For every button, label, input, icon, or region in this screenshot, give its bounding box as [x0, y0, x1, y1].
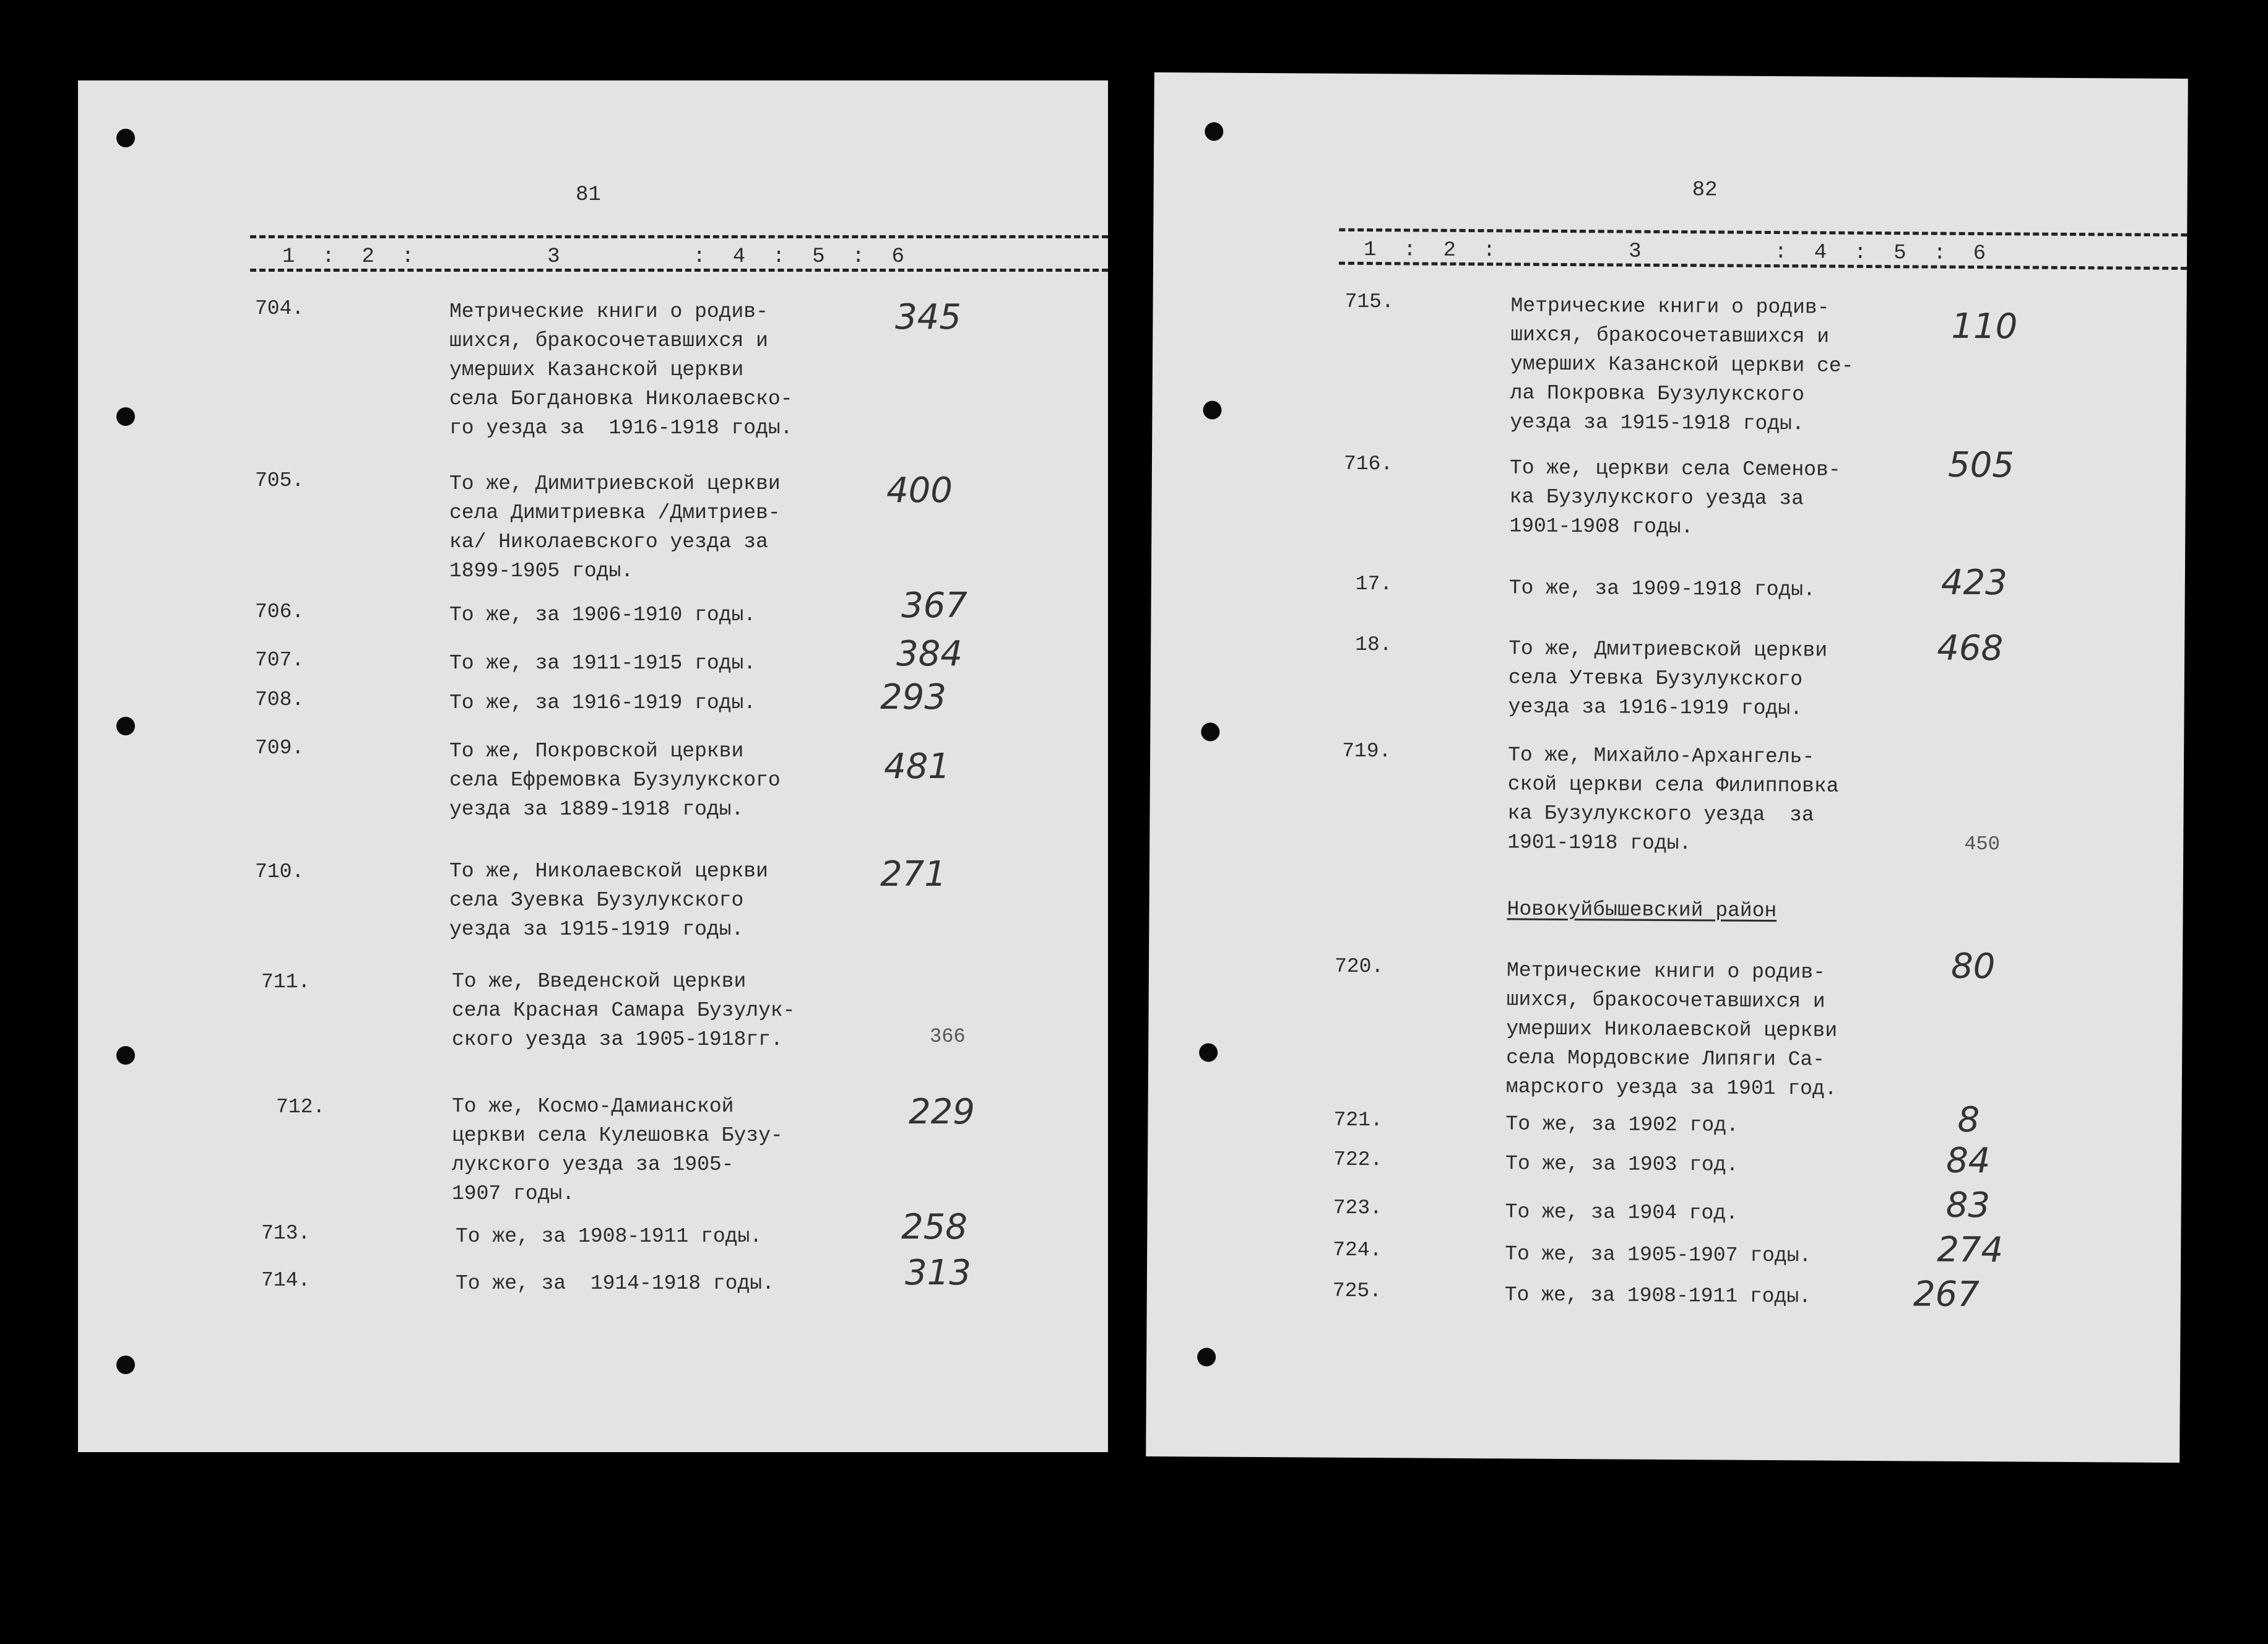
entry-text: То же, Михайло-Архангель- ской церкви села Филипповка ка Бузулукского уезда за 1901-1918 годы.: [1507, 743, 1839, 855]
entry-text: То же, за 1908-1911 годы.: [1504, 1283, 1811, 1309]
typed-count: 450: [1964, 832, 2000, 856]
entry-text: То же, Дмитриевской церкви села Утевка Бузулукского уезда за 1916-1919 годы.: [1508, 637, 1828, 720]
handwritten-count: 229: [909, 1092, 975, 1132]
entry-text: То же, за 1906-1910 годы.: [449, 604, 756, 626]
entry-number: 714.: [261, 1269, 311, 1292]
entry-number: 710.: [255, 860, 305, 883]
handwritten-count: 468: [1936, 628, 2004, 669]
entry-text: То же, Покровской церкви села Ефремовка Бузулукского уезда за 1889-1918 годы.: [449, 740, 781, 821]
handwritten-count: 84: [1946, 1140, 1991, 1182]
handwritten-count: 80: [1950, 946, 1996, 987]
handwritten-count: 83: [1946, 1185, 1991, 1226]
entry-text: Метрические книги о родив- шихся, бракосочетавшихся и умерших Казанской церкви се- ла Покровка Бузулукского уезда за 1915-1918 годы.: [1510, 294, 1854, 436]
column-header: 1 : 2 : 3 : 4 : 5 : 6: [1363, 238, 1987, 266]
entry-text: То же, Введенской церкви села Красная Самара Бузулук- ского уезда за 1905-1918гг.: [452, 970, 795, 1051]
left-page: [78, 80, 1108, 1452]
header-rule: [250, 269, 1108, 272]
handwritten-count: 271: [880, 854, 946, 894]
punch-hole: [116, 407, 135, 426]
handwritten-count: 274: [1937, 1229, 2004, 1271]
entry-number: 707.: [255, 649, 305, 672]
entry-text: То же, за 1904 год.: [1505, 1200, 1738, 1225]
entry-number: 706.: [255, 600, 305, 623]
handwritten-count: 293: [880, 677, 946, 717]
entry-text: То же, за 1902 год.: [1505, 1112, 1739, 1137]
entry-number: 17.: [1355, 572, 1393, 596]
entry-number: 722.: [1333, 1148, 1383, 1172]
entry-text: То же, за 1903 год.: [1505, 1152, 1739, 1177]
page-number: 81: [576, 183, 601, 207]
handwritten-count: 423: [1941, 562, 2007, 604]
entry-text: То же, за 1909-1918 годы.: [1508, 576, 1816, 602]
punch-hole: [1203, 400, 1221, 419]
entry-text: То же, Космо-Дамианской церкви села Кулешовка Бузу- лукского уезда за 1905- 1907 годы.: [452, 1095, 783, 1205]
entry-text: То же, за 1914-1918 годы.: [456, 1272, 774, 1295]
entry-text: То же, за 1905-1907 годы.: [1505, 1242, 1812, 1268]
punch-hole: [1201, 722, 1219, 741]
entry-text: То же, за 1908-1911 годы.: [456, 1225, 763, 1248]
handwritten-count: 384: [896, 634, 963, 674]
entry-text: То же, за 1911-1915 годы.: [449, 652, 756, 675]
page-number: 82: [1692, 178, 1718, 202]
punch-hole: [116, 1046, 135, 1065]
entry-number: 713.: [261, 1222, 311, 1245]
entry-number: 711.: [261, 971, 311, 993]
entry-text: То же, Николаевской церкви села Зуевка Бузулукского уезда за 1915-1919 годы.: [449, 860, 768, 941]
handwritten-count: 481: [884, 746, 950, 787]
handwritten-count: 367: [901, 586, 967, 626]
entry-text: То же, церкви села Семенов- ка Бузулукского уезда за 1901-1908 годы.: [1509, 456, 1841, 539]
punch-hole: [116, 717, 135, 735]
entry-number: 712.: [276, 1096, 326, 1118]
entry-number: 723.: [1333, 1196, 1382, 1220]
punch-hole: [1205, 122, 1223, 141]
column-header: 1 : 2 : 3 : 4 : 5 : 6: [282, 245, 905, 269]
punch-hole: [1197, 1348, 1216, 1366]
handwritten-count: 110: [1951, 306, 2018, 347]
entry-number: 720.: [1334, 954, 1384, 979]
entry-number: 18.: [1355, 633, 1392, 657]
typed-count: 366: [930, 1025, 966, 1048]
section-heading: Новокуйбышевский район: [1507, 898, 1777, 923]
handwritten-count: 258: [901, 1207, 967, 1247]
entry-number: 705.: [255, 469, 305, 492]
entry-number: 716.: [1343, 452, 1393, 476]
entry-number: 704.: [255, 297, 305, 320]
punch-hole: [116, 129, 135, 147]
entry-text: Метрические книги о родив- шихся, бракосочетавшихся и умерших Николаевской церкви села Мордовские Липяги Са- марского уезда за 1901 год.: [1505, 959, 1838, 1101]
handwritten-count: 345: [895, 297, 961, 337]
handwritten-count: 400: [886, 470, 953, 511]
entry-number: 719.: [1342, 739, 1392, 763]
header-rule: [1339, 228, 2187, 236]
handwritten-count: 267: [1913, 1274, 1980, 1315]
punch-hole: [1199, 1043, 1218, 1062]
handwritten-count: 505: [1947, 444, 2015, 486]
entry-text: Метрические книги о родив- шихся, бракосочетавшихся и умерших Казанской церкви села Богдановка Николаевско- го уезда за 1916-1918 годы.: [449, 300, 793, 439]
entry-number: 724.: [1333, 1238, 1382, 1262]
handwritten-count: 313: [905, 1253, 971, 1293]
punch-hole: [116, 1356, 135, 1374]
entry-text: То же, за 1916-1919 годы.: [449, 691, 756, 714]
entry-number: 721.: [1333, 1108, 1383, 1132]
header-rule: [250, 235, 1108, 238]
entry-number: 725.: [1332, 1279, 1382, 1303]
entry-number: 709.: [255, 737, 305, 759]
entry-number: 708.: [255, 688, 305, 711]
handwritten-count: 8: [1957, 1099, 1980, 1141]
entry-number: 715.: [1344, 290, 1394, 314]
entry-text: То же, Димитриевской церкви села Димитриевка /Дмитриев- ка/ Николаевского уезда за 1899-1905 годы.: [449, 472, 781, 582]
right-page: [1146, 72, 2188, 1463]
